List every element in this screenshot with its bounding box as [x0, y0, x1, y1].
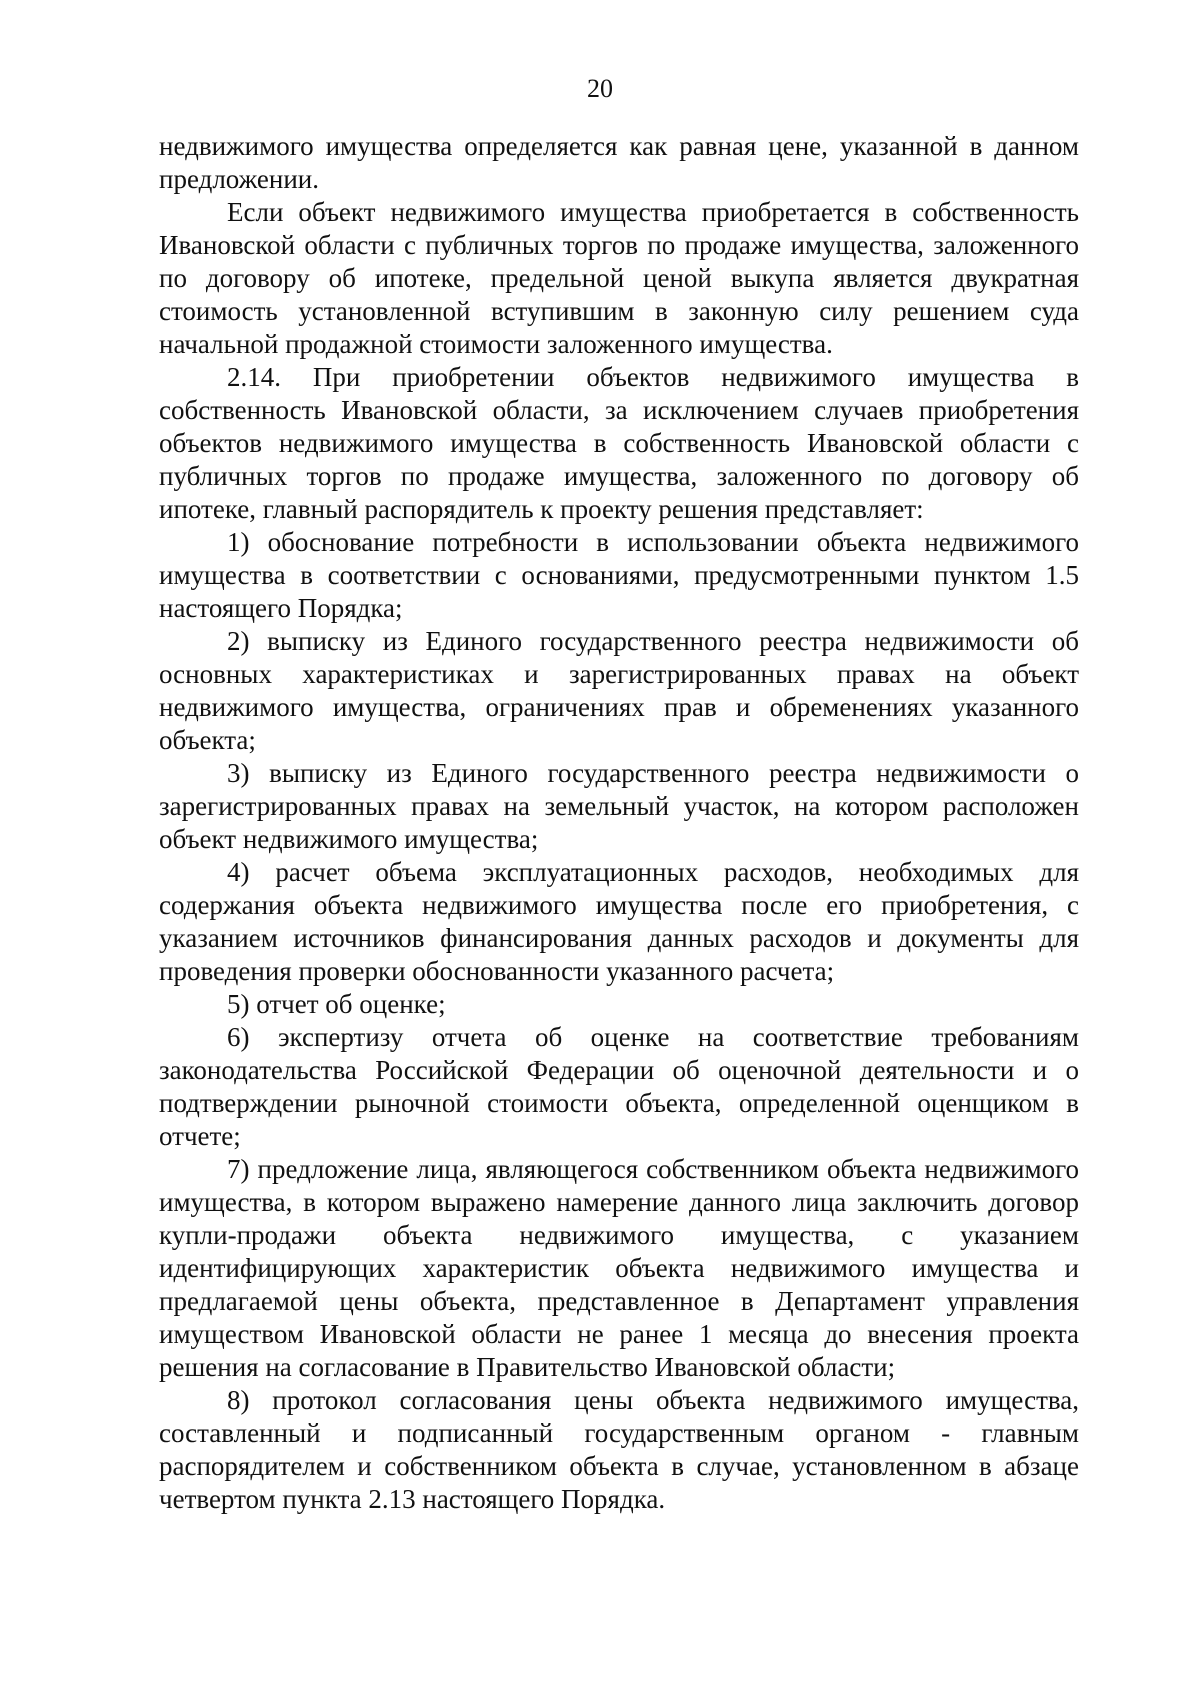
list-item-6: 6) экспертизу отчета об оценке на соответствие требованиям законодательства Российской Федерации об оценочной деятельности и о подтверждении рыночной стоимости объекта, определенной оценщиком в отчете; [159, 1022, 1079, 1151]
list-item-7: 7) предложение лица, являющегося собственником объекта недвижимого имущества, в котором выражено намерение данного лица заключить договор купли-продажи объекта недвижимого имущества, с указанием идентифицирующих характеристик объекта недвижимого имущества и предлагаемой цены объекта, представленное в Департамент управления имуществом Ивановской области не ранее 1 месяца до внесения проекта решения на согласование в Правительство Ивановской области; [159, 1154, 1079, 1382]
list-item-5: 5) отчет об оценке; [227, 989, 446, 1019]
page-number: 20 [587, 74, 613, 103]
list-item-4: 4) расчет объема эксплуатационных расходов, необходимых для содержания объекта недвижимого имущества после его приобретения, с указанием источников финансирования данных расходов и документы для проведения проверки обоснованности указанного расчета; [159, 857, 1079, 986]
list-item-1: 1) обоснование потребности в использовании объекта недвижимого имущества в соответствии с основаниями, предусмотренными пунктом 1.5 настоящего Порядка; [159, 527, 1079, 623]
paragraph-continuation: недвижимого имущества определяется как равная цене, указанной в данном предложении. [159, 131, 1079, 194]
list-item-8: 8) протокол согласования цены объекта недвижимого имущества, составленный и подписанный государственным органом - главным распорядителем и собственником объекта в случае, установленном в абзаце четвертом пункта 2.13 настоящего Порядка. [159, 1385, 1079, 1514]
list-item-2: 2) выписку из Единого государственного реестра недвижимости об основных характеристиках и зарегистрированных правах на объект недвижимого имущества, ограничениях прав и обременениях указанного объекта; [159, 626, 1079, 755]
paragraph-auction-price: Если объект недвижимого имущества приобретается в собственность Ивановской области с публичных торгов по продаже имущества, заложенного по договору об ипотеке, предельной ценой выкупа является двукратная стоимость установленной вступившим в законную силу решением суда начальной продажной стоимости заложенного имущества. [159, 197, 1079, 359]
list-item-3: 3) выписку из Единого государственного реестра недвижимости о зарегистрированных правах на земельный участок, на котором расположен объект недвижимого имущества; [159, 758, 1079, 854]
document-body [159, 130, 1079, 1516]
paragraph-2-14: 2.14. При приобретении объектов недвижимого имущества в собственность Ивановской области, за исключением случаев приобретения объектов недвижимого имущества в собственность Ивановской области с публичных торгов по продаже имущества, заложенного по договору об ипотеке, главный распорядитель к проекту решения представляет: [159, 362, 1079, 524]
